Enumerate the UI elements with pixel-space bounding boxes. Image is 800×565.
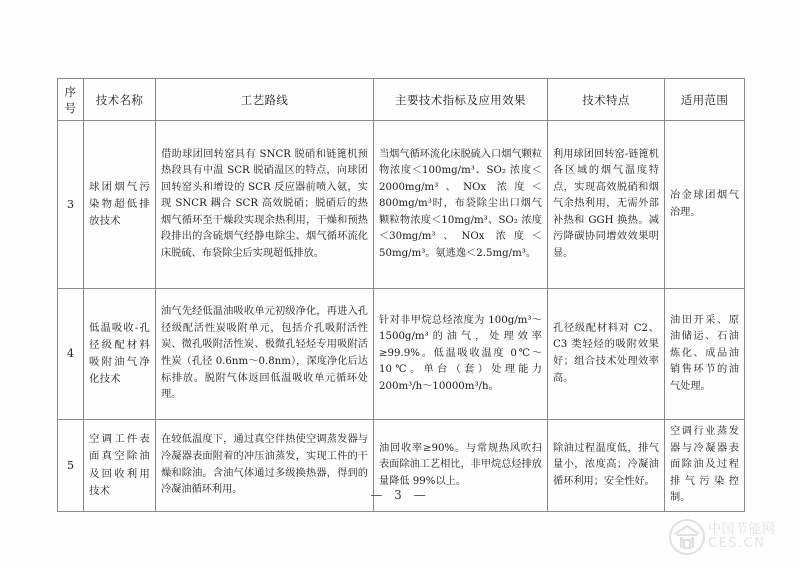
- table-row: [58, 121, 745, 289]
- watermark: [668, 516, 794, 558]
- cell-index: 当烟气循环流化床脱硫入口烟气颗粒物浓度＜100mg/m³、SO₂ 浓度＜2000mg/m³、NOx 浓度＜800mg/m³时，布袋除尘出口烟气颗粒物浓度＜10mg/m³、SO₂ 浓度＜30mg/m³、NOx 浓度＜50mg/m³。氨逃逸＜2.5mg/m³。: [374, 121, 548, 289]
- cell-feature: 除油过程温度低，排气量小，浓度高；冷凝油循环利用；安全性好。: [548, 420, 665, 512]
- cell-name: 低温吸收-孔径级配材料吸附油气净化技术: [84, 289, 156, 420]
- column-header-scope: 适用范围: [665, 79, 745, 121]
- circle-pavilion-logo-icon: [668, 518, 706, 556]
- table-body: [58, 121, 745, 512]
- watermark-en-label: CES.CN: [708, 536, 766, 551]
- table-header-row: [58, 79, 745, 121]
- column-header-no: 序号: [58, 79, 84, 121]
- cell-name: 球团烟气污染物超低排放技术: [84, 121, 156, 289]
- cell-feature: 孔径级配材料对 C2、C3 类轻烃的吸附效果好；组合技术处理效率高。: [548, 289, 665, 420]
- column-header-index: 主要技术指标及应用效果: [374, 79, 548, 121]
- cell-route: 借助球团回转窑具有 SNCR 脱硝和链篦机预热段具有中温 SCR 脱硝温区的特点，向球团回转窑头和增设的 SCR 反应器前喷入氨，实现 SNCR 耦合 SCR 高效脱硝；脱硝后的热烟气循环至干燥段实现余热利用，干燥和预热段排出的含硫烟气经静电除尘、烟气循环流化床脱硫、布袋除尘后实现超低排放。: [156, 121, 374, 289]
- cell-index: 针对非甲烷总烃浓度为 100g/m³～1500g/m³的油气，处理效率≥99.9%。低温吸收温度 0℃～10℃。单台（套）处理能力 200m³/h～10000m³/h。: [374, 289, 548, 420]
- technology-catalog-table: [57, 78, 745, 512]
- cell-no: 5: [58, 420, 84, 512]
- cell-no: 3: [58, 121, 84, 289]
- cell-scope: 空调行业蒸发器与冷凝器表面除油及过程排气污染控制。: [665, 420, 745, 512]
- watermark-text: [708, 523, 776, 550]
- cell-no: 4: [58, 289, 84, 420]
- column-header-feature: 技术特点: [548, 79, 665, 121]
- cell-index: 油回收率≥90%。与常规热风吹扫表面除油工艺相比，非甲烷总烃排放量降低 99%以上。: [374, 420, 548, 512]
- table-header: [58, 79, 745, 121]
- table-row: [58, 289, 745, 420]
- cell-scope: 冶金球团烟气治理。: [665, 121, 745, 289]
- page-number: — 3 —: [370, 488, 430, 502]
- cell-scope: 油田开采、原油储运、石油炼化、成品油销售环节的油气处理。: [665, 289, 745, 420]
- column-header-route: 工艺路线: [156, 79, 374, 121]
- cell-route: 油气先经低温油吸收单元初级净化，再进入孔径级配活性炭吸附单元，包括介孔吸附活性炭、微孔吸附活性炭、极微孔轻烃专用吸附活性炭（孔径 0.6nm～0.8nm），深度净化后达标排放。脱附气体返回低温吸收单元循环处理。: [156, 289, 374, 420]
- cell-route: 在较低温度下，通过真空伴热使空调蒸发器与冷凝器表面附着的冲压油蒸发，实现工件的干燥和除油。含油气体通过多级换热器，得到的冷凝油循环利用。: [156, 420, 374, 512]
- cell-feature: 利用球团回转窑-链篦机各区域的烟气温度特点，实现高效脱硝和烟气余热利用，无需外部补热和 GGH 换热。减污降碳协同增效效果明显。: [548, 121, 665, 289]
- watermark-cn-label: 中国节能网: [708, 522, 776, 538]
- column-header-name: 技术名称: [84, 79, 156, 121]
- cell-name: 空调工件表面真空除油及回收利用技术: [84, 420, 156, 512]
